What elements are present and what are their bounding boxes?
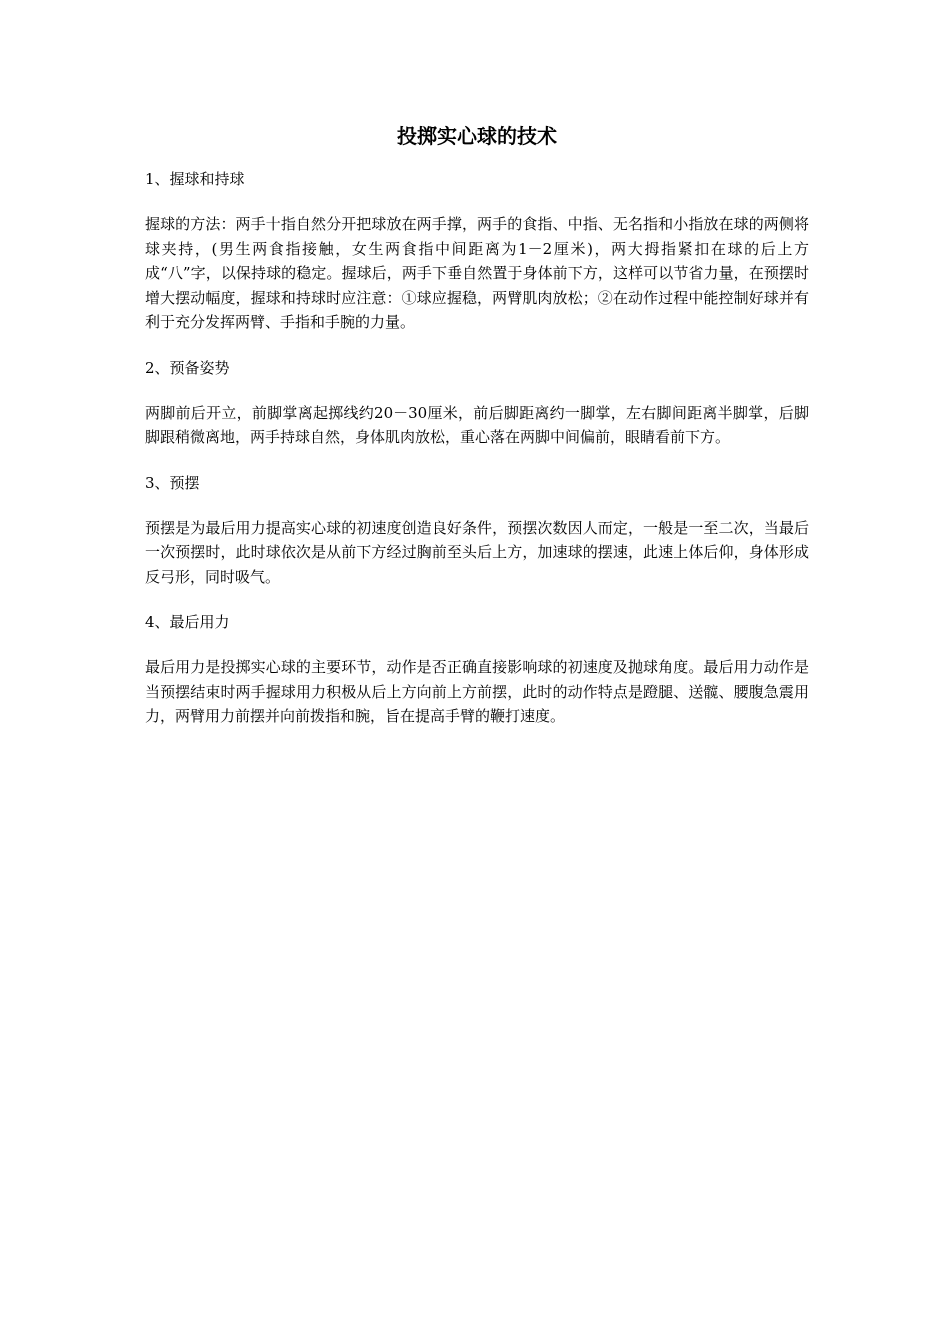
section-grip [145,166,809,335]
section-heading: 1、握球和持球 [145,170,245,188]
section-paragraph: 握球的方法：两手十指自然分开把球放在两手撑，两手的食指、中指、无名指和小指放在球的两侧将球夹持，(男生两食指接触，女生两食指中间距离为1－2厘米)，两大拇指紧扣在球的后上方成“八”字，以保持球的稳定。握球后，两手下垂自然置于身体前下方，这样可以节省力量，在预摆时增大摆动幅度，握球和持球时应注意：①球应握稳，两臂肌肉放松；②在动作过程中能控制好球并有利于充分发挥两臂、手指和手腕的力量。 [145,215,809,331]
section-ready-stance [145,355,809,450]
section-paragraph: 预摆是为最后用力提高实心球的初速度创造良好条件，预摆次数因人而定，一般是一至二次，当最后一次预摆时，此时球依次是从前下方经过胸前至头后上方，加速球的摆速，此速上体后仰，身体形成反弓形，同时吸气。 [145,518,809,586]
section-pre-swing [145,470,809,590]
document-content [145,120,809,749]
section-heading: 3、预摆 [145,473,200,492]
section-final-force [145,609,809,729]
section-paragraph: 两脚前后开立，前脚掌离起掷线约20－30厘米，前后脚距离约一脚掌，左右脚间距离半脚掌，后脚脚跟稍微离地，两手持球自然，身体肌肉放松，重心落在两脚中间偏前，眼睛看前下方。 [145,403,809,446]
section-paragraph: 最后用力是投掷实心球的主要环节，动作是否正确直接影响球的初速度及抛球角度。最后用力动作是当预摆结束时两手握球用力积极从后上方向前上方前摆，此时的动作特点是蹬腿、送髋、腰腹急震用力，两臂用力前摆并向前拨指和腕，旨在提高手臂的鞭打速度。 [145,658,809,725]
section-heading: 2、预备姿势 [145,358,230,377]
document-title: 投掷实心球的技术 [397,124,557,148]
section-heading: 4、最后用力 [145,613,230,631]
